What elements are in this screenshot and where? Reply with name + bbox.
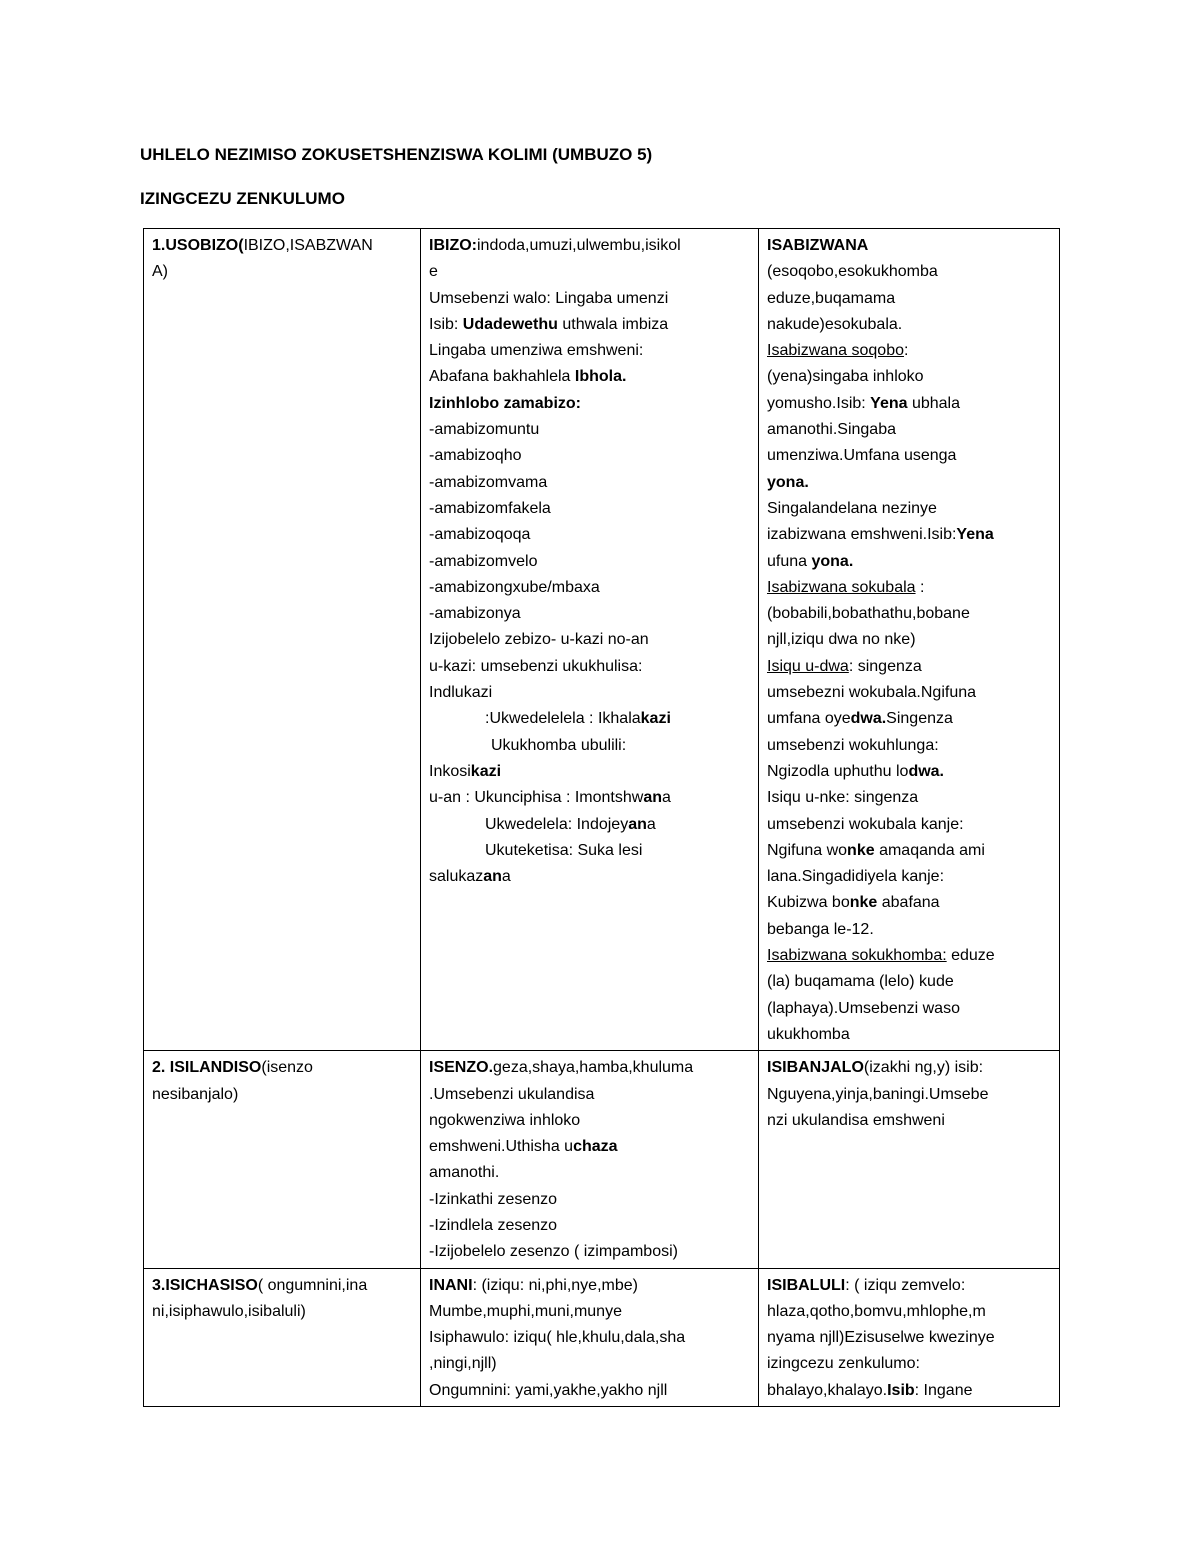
cell-text: geza,shaya,hamba,khuluma [493, 1059, 694, 1077]
cell-line: umenziwa.Umfana usenga [767, 447, 957, 465]
cell-text: a [501, 868, 511, 886]
cell-text: a [662, 789, 671, 807]
cell-text: :Ukwedelelela : Ikhala [485, 710, 641, 728]
cell-text: eduze [946, 947, 995, 965]
document-title: UHLELO NEZIMISO ZOKUSETSHENZISWA KOLIMI (UMBUZO 5) [140, 145, 653, 164]
cell-text: uthwala imbiza [557, 315, 669, 333]
cell-line: ni,isiphawulo,isibaluli) [152, 1302, 306, 1320]
cell-line: -amabizongxube/mbaxa [429, 578, 600, 596]
example-word: Ibhola. [574, 368, 627, 386]
cell-line: nzi ukulandisa emshweni [767, 1111, 945, 1129]
cell-text: bhalayo,khalayo. [767, 1381, 888, 1399]
cell-line: izingcezu zenkulumo: [767, 1355, 920, 1373]
subheading: Isabizwana sokukhomba: [767, 947, 947, 965]
cell-line: -amabizomvama [429, 473, 548, 491]
document-subtitle: IZINGCEZU ZENKULUMO [140, 189, 345, 208]
cell-line: (laphaya).Umsebenzi waso [767, 999, 960, 1017]
cell-line: (esoqobo,esokukhomba [767, 263, 938, 281]
cell-line: Nguyena,yinja,baningi.Umsebe [767, 1085, 989, 1103]
cell-line: amanothi.Singaba [767, 421, 896, 439]
row-heading-note: (isenzo [261, 1059, 313, 1077]
example-suffix: kazi [470, 762, 502, 780]
cell-text: : (iziqu: ni,phi,nye,mbe) [472, 1276, 638, 1294]
table-cell [421, 1051, 759, 1268]
example-suffix: dwa. [850, 710, 887, 728]
cell-line: e [429, 263, 438, 281]
cell-line: -amabizonya [429, 605, 521, 623]
example-suffix: an [628, 815, 647, 833]
cell-line: -amabizomfakela [429, 499, 551, 517]
table-cell [421, 1268, 759, 1406]
cell-text: salukaz [429, 868, 484, 886]
cell-line: nyama njll)Ezisuselwe kwezinye [767, 1329, 995, 1347]
table-row [144, 1051, 1060, 1268]
term-label: ISENZO. [429, 1059, 494, 1077]
example-suffix: nke [849, 894, 878, 912]
term-label: ISABIZWANA [767, 237, 869, 254]
cell-line: Singalandelana nezinye [767, 499, 937, 517]
parts-of-speech-table [143, 228, 1060, 1407]
term-label: INANI [429, 1276, 473, 1294]
cell-line: hlaza,qotho,bomvu,mhlophe,m [767, 1302, 986, 1320]
example-suffix: an [483, 868, 502, 886]
example-suffix: nke [847, 841, 875, 859]
cell-line: Umsebenzi walo: Lingaba umenzi [429, 289, 669, 307]
cell-text: Ngifuna wo [767, 841, 848, 859]
term-label: ISIBALULI [767, 1276, 846, 1294]
cell-text: Abafana bakhahlela [429, 368, 575, 386]
example-suffix: kazi [640, 710, 671, 728]
cell-line: u-kazi: umsebenzi ukukhulisa: [429, 657, 643, 675]
cell-text: a [646, 815, 656, 833]
cell-text: Isib: [429, 315, 463, 333]
table-row [144, 1268, 1060, 1406]
example-word: Udadewethu [462, 315, 558, 333]
cell-text: ubhala [907, 394, 961, 412]
row-heading: 2. ISILANDISO [152, 1059, 262, 1077]
cell-line: Isiphawulo: iziqu( hle,khulu,dala,sha [429, 1329, 686, 1347]
table-cell [144, 1268, 421, 1406]
cell-line: -amabizoqoqa [429, 526, 531, 544]
cell-text: indoda,umuzi,ulwembu,isikol [477, 237, 681, 254]
cell-line: Izijobelelo zebizo- u-kazi no-an [429, 631, 649, 649]
cell-text: u-an : Ukunciphisa : Imontshw [429, 789, 644, 807]
table-row [144, 229, 1060, 1051]
cell-text: (izakhi ng,y) isib: [863, 1059, 984, 1077]
cell-text: amaqanda ami [874, 841, 985, 859]
cell-line: ngokwenziwa inhloko [429, 1111, 581, 1129]
cell-line: umsebezni wokubala.Ngifuna [767, 684, 977, 702]
cell-text: : [903, 342, 909, 360]
cell-text: Ukwedelela: Indojey [485, 815, 629, 833]
cell-text: Ngizodla uphuthu lo [767, 762, 909, 780]
cell-line: -Izijobelelo zesenzo ( izimpambosi) [429, 1243, 678, 1261]
cell-line: Indlukazi [429, 684, 493, 702]
cell-line: ,ningi,njll) [429, 1355, 497, 1373]
cell-text: emshweni.Uthisha u [429, 1138, 574, 1156]
cell-line: -Izinkathi zesenzo [429, 1190, 558, 1208]
cell-text: Inkosi [429, 762, 471, 780]
cell-line: Ongumnini: yami,yakhe,yakho njll [429, 1381, 668, 1399]
table-cell [144, 229, 421, 1051]
table-cell [759, 1051, 1060, 1268]
example-suffix: an [643, 789, 662, 807]
table-cell [421, 229, 759, 1051]
cell-line: (la) buqamama (lelo) kude [767, 973, 954, 991]
cell-line: Izinhlobo zamabizo: [429, 394, 581, 412]
example-word: Isib [887, 1381, 915, 1399]
cell-line: Ukuteketisa: Suka lesi [485, 841, 643, 859]
cell-line: Lingaba umenziwa emshweni: [429, 342, 644, 360]
cell-line: (yena)singaba inhloko [767, 368, 924, 386]
cell-line: amanothi. [429, 1164, 500, 1182]
row-heading-note: IBIZO,ISABZWAN [243, 237, 373, 254]
cell-line: -Izindlela zesenzo [429, 1216, 558, 1234]
cell-line: lana.Singadidiyela kanje: [767, 868, 945, 886]
example-word: yona. [767, 473, 809, 491]
row-heading-note: ( ongumnini,ina [257, 1276, 368, 1294]
example-word: yona. [811, 552, 854, 570]
example-word: chaza [573, 1138, 618, 1156]
cell-text: izabizwana emshweni.Isib: [767, 526, 957, 544]
cell-line: Mumbe,muphi,muni,munye [429, 1302, 622, 1320]
cell-line: Isiqu u-nke: singenza [767, 789, 919, 807]
cell-text: Kubizwa bo [767, 894, 850, 912]
cell-line: (bobabili,bobathathu,bobane [767, 605, 970, 623]
cell-line: umsebenzi wokubala kanje: [767, 815, 964, 833]
example-suffix: dwa. [908, 762, 944, 780]
cell-line: -amabizomvelo [429, 552, 538, 570]
cell-line: ukukhomba [767, 1025, 850, 1043]
subheading: Isabizwana sokubala [767, 578, 916, 596]
cell-line: -amabizomuntu [429, 421, 540, 439]
cell-text: : Ingane [914, 1381, 973, 1399]
table-cell [759, 229, 1060, 1051]
cell-line: nakude)esokubala. [767, 315, 903, 333]
cell-line: umsebenzi wokuhlunga: [767, 736, 939, 754]
cell-line: eduze,buqamama [767, 289, 896, 307]
cell-text: : singenza [848, 657, 922, 675]
table-cell [144, 1051, 421, 1268]
cell-line: .Umsebenzi ukulandisa [429, 1085, 595, 1103]
cell-line: A) [152, 263, 168, 281]
cell-line: Ukukhomba ubulili: [491, 736, 627, 754]
cell-text: : ( iziqu zemvelo: [845, 1276, 966, 1294]
cell-text: ufuna [767, 552, 812, 570]
cell-text: Singenza [886, 710, 953, 728]
row-heading: 3.ISICHASISO [152, 1276, 258, 1294]
term-label: IBIZO: [429, 237, 477, 254]
cell-text: umfana oye [767, 710, 851, 728]
cell-text: yomusho.Isib: [767, 394, 871, 412]
cell-line: -amabizoqho [429, 447, 522, 465]
subheading: Isiqu u-dwa [767, 657, 849, 675]
cell-line: bebanga le-12. [767, 920, 874, 938]
cell-text: : [915, 578, 925, 596]
term-label: ISIBANJALO [767, 1059, 864, 1077]
example-word: Yena [870, 394, 908, 412]
table-cell [759, 1268, 1060, 1406]
cell-line: nesibanjalo) [152, 1085, 239, 1103]
cell-line: njll,iziqu dwa no nke) [767, 631, 916, 649]
row-heading: 1.USOBIZO( [152, 237, 244, 254]
subheading: Isabizwana soqobo [767, 342, 904, 360]
example-word: Yena [956, 526, 994, 544]
cell-text: abafana [877, 894, 940, 912]
